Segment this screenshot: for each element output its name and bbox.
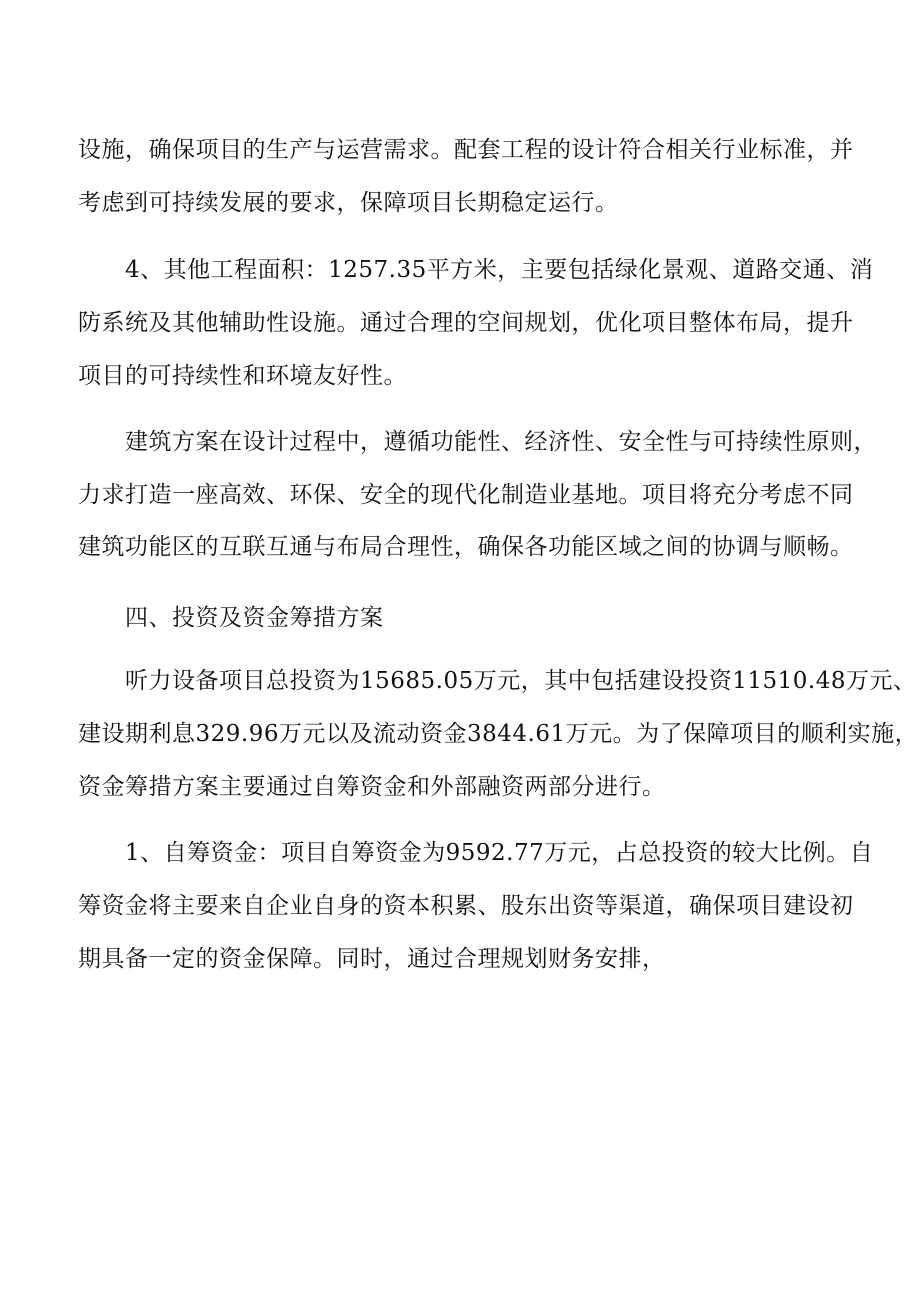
paragraph-line: 建筑功能区的互联互通与布局合理性，确保各功能区域之间的协调与顺畅。	[78, 534, 854, 560]
paragraph-line: 听力设备项目总投资为15685.05万元，其中包括建设投资11510.48万元、	[125, 668, 917, 694]
paragraph-line: 力求打造一座高效、环保、安全的现代化制造业基地。项目将充分考虑不同	[78, 482, 854, 508]
paragraph-line: 项目的可持续性和环境友好性。	[78, 363, 407, 389]
section-heading: 四、投资及资金筹措方案	[125, 605, 384, 631]
paragraph-line: 1、自筹资金：项目自筹资金为9592.77万元，占总投资的较大比例。自	[125, 840, 874, 866]
paragraph-line: 4、其他工程面积：1257.35平方米，主要包括绿化景观、道路交通、消	[125, 257, 874, 283]
paragraph-line: 设施，确保项目的生产与运营需求。配套工程的设计符合相关行业标准，并	[78, 137, 854, 163]
paragraph-line: 资金筹措方案主要通过自筹资金和外部融资两部分进行。	[78, 774, 666, 800]
paragraph-line: 防系统及其他辅助性设施。通过合理的空间规划，优化项目整体布局，提升	[78, 310, 854, 336]
paragraph-line: 建筑方案在设计过程中，遵循功能性、经济性、安全性与可持续性原则，	[125, 429, 877, 455]
paragraph-line: 考虑到可持续发展的要求，保障项目长期稳定运行。	[78, 190, 619, 216]
paragraph-line: 筹资金将主要来自企业自身的资本积累、股东出资等渠道，确保项目建设初	[78, 893, 854, 919]
paragraph-line: 期具备一定的资金保障。同时，通过合理规划财务安排，	[78, 946, 666, 972]
paragraph-line: 建设期利息329.96万元以及流动资金3844.61万元。为了保障项目的顺利实施，	[78, 721, 919, 747]
